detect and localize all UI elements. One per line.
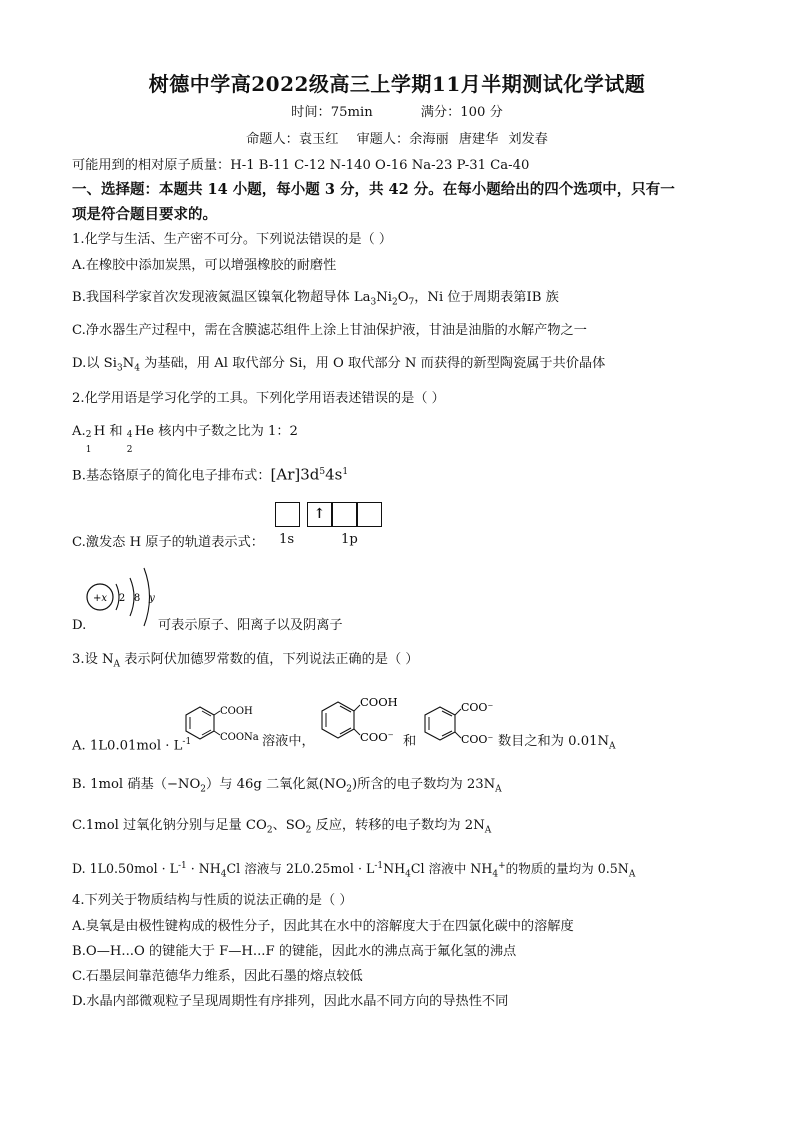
- q2-option-d-prefix: D.: [72, 618, 87, 633]
- shell-3-count: y: [149, 593, 155, 604]
- q2-option-b: B.基态铬原子的简化电子排布式：$[Ar]3d^54s^1$: [72, 465, 349, 484]
- shell-1-count: 2: [118, 593, 126, 604]
- reviewer-label: 审题人：余海丽: [356, 132, 449, 147]
- q4-option-b: B.O—H...O 的键能大于 F—H...F 的键能，因此水的沸点高于氟化氢的沸点: [72, 944, 517, 959]
- mol3-bottom-group: COO⁻: [461, 733, 494, 746]
- q3-option-a-post: 数目之和为 $0.01N_A$: [498, 734, 616, 752]
- reviewer-2: 唐建华: [458, 132, 499, 147]
- q2-option-d-text: 可表示原子、阳离子以及阴离子: [158, 618, 343, 633]
- setter-label: 命题人：袁玉红: [246, 132, 339, 147]
- q3-option-a-pre: A. $1L0.01mol \cdot L^{-1}$: [72, 737, 192, 754]
- score-label: 满分：100 分: [420, 105, 503, 120]
- q3-option-b: B. 1mol 硝基$(-NO_2)$与 46g 二氧化氮$(NO_2)$所含的电子数均为 $23N_A$: [72, 777, 502, 795]
- q1-option-a: A.在橡胶中添加炭黑，可以增强橡胶的耐磨性: [72, 258, 337, 273]
- q3-option-a-mid: 溶液中，: [262, 734, 315, 749]
- q2-stem: 2.化学用语是学习化学的工具。下列化学用语表述错误的是（ ）: [72, 391, 445, 406]
- exam-meta-line: [0, 104, 794, 122]
- q4-stem: 4.下列关于物质结构与性质的说法正确的是（ ）: [72, 893, 353, 908]
- orbital-1p-box-3: [357, 502, 382, 527]
- q3-option-d: D. $1L0.50mol \cdot L^{-1} \cdot NH_4Cl$ 溶液与 $2L0.25mol \cdot L^{-1}NH_4Cl$ 溶液中 $NH_4^+$的物质的量均为 $0.5N_A$: [72, 861, 636, 880]
- reviewer-3: 刘发春: [508, 132, 548, 147]
- q3-stem: 3.设 $N_A$ 表示阿伏加德罗常数的值，下列说法正确的是（ ）: [72, 652, 419, 670]
- orbital-label-1p: 1p: [341, 532, 358, 547]
- exam-title: 树德中学高2022级高三上学期11月半期测试化学试题: [148, 72, 646, 96]
- section-heading-line2: 项是符合题目要求的。: [72, 206, 217, 223]
- time-label: 时间：75min: [291, 105, 373, 120]
- orbital-1p-box-2: [332, 502, 357, 527]
- q3-option-a-and: 和: [403, 734, 417, 749]
- atom-structure-diagram: [82, 560, 162, 630]
- q4-option-d: D.水晶内部微观粒子呈现周期性有序排列，因此水晶不同方向的导热性不同: [72, 994, 509, 1009]
- q4-option-a: A.臭氧是由极性键构成的极性分子，因此其在水中的溶解度大于在四氯化碳中的溶解度: [72, 919, 574, 934]
- q1-option-d: D.以 $Si_3N_4$ 为基础，用 Al 取代部分 Si，用 O 取代部分 N 而获得的新型陶瓷属于共价晶体: [72, 356, 606, 374]
- orbital-1s-box: [275, 502, 300, 527]
- q4-option-c: C.石墨层间靠范德华力维系，因此石墨的熔点较低: [72, 969, 363, 984]
- mol2-bottom-group: COO⁻: [360, 730, 394, 744]
- q2-option-c: C.激发态 H 原子的轨道表示式：: [72, 535, 264, 550]
- nucleus-label: +x: [92, 593, 108, 604]
- q1-stem: 1.化学与生活、生产密不可分。下列说法错误的是（ ）: [72, 232, 393, 247]
- molecule-sodium-hydrogen-phthalate: [180, 695, 264, 751]
- shell-2-count: 8: [133, 593, 141, 604]
- q2-option-a: A. 2 1 H 和 4 2 He 核内中子数之比为 1：2: [72, 424, 298, 455]
- mol2-top-group: COOH: [360, 695, 398, 709]
- up-arrow-icon: ↑: [313, 506, 326, 522]
- q1-option-b: B.我国科学家首次发现液氮温区镍氧化物超导体 $La_3Ni_2O_7$，Ni 位于周期表第ⅠB 族: [72, 290, 559, 308]
- exam-authors-line: [0, 131, 794, 149]
- molecule-hydrogen-phthalate-anion: [314, 688, 406, 752]
- section-heading-line1: 一、选择题：本题共 14 小题，每小题 3 分，共 42 分。在每小题给出的四个选项中，只有一: [72, 181, 675, 198]
- mol3-top-group: COO⁻: [461, 701, 494, 714]
- q1-option-c: C.净水器生产过程中，需在含膜滤芯组件上涂上甘油保护液，甘油是油脂的水解产物之一: [72, 323, 587, 338]
- orbital-1p-box-1: [307, 502, 332, 527]
- q3-option-c: C.1mol 过氧化钠分别与足量 $CO_2$、$SO_2$ 反应，转移的电子数均为 $2N_A$: [72, 818, 492, 836]
- atomic-masses: 可能用到的相对原子质量：H-1 B-11 C-12 N-140 O-16 Na-23 P-31 Ca-40: [72, 158, 530, 173]
- molecule-phthalate-dianion: [418, 693, 500, 753]
- orbital-label-1s: 1s: [279, 532, 295, 547]
- benzene-ring: [322, 702, 354, 738]
- mol1-top-group: COOH: [220, 706, 253, 717]
- mol1-bottom-group: COONa: [220, 732, 259, 743]
